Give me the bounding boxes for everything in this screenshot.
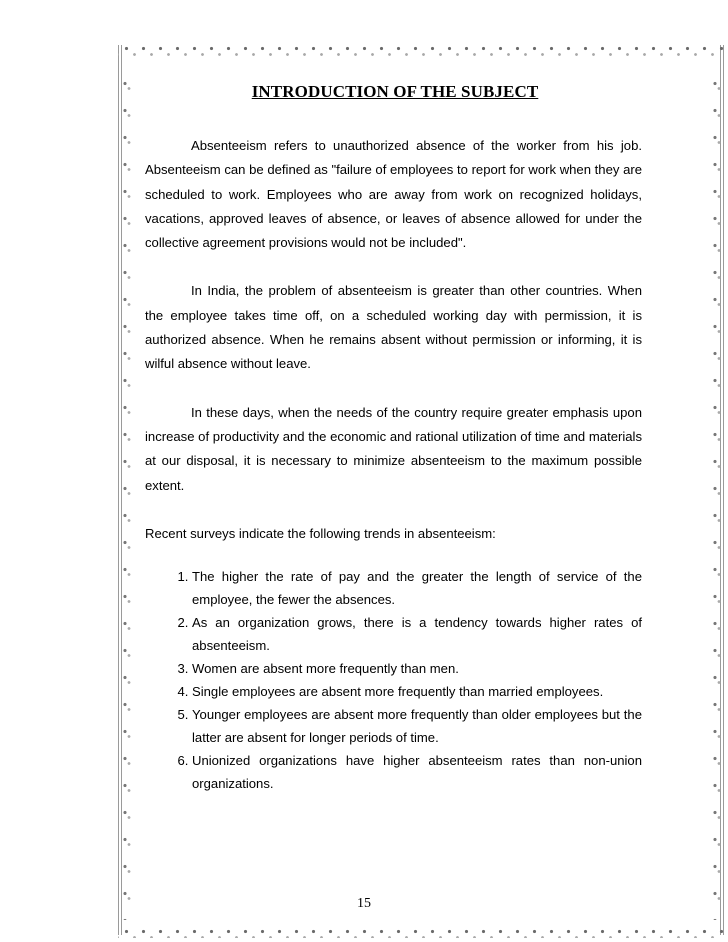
paragraph-definition: Absenteeism refers to unauthorized absence of the worker from his job. Absenteeism can be defined as "failure of employees to report for work when they are scheduled to work. Employees who are away from work on recognized holidays, vacations, approved leaves of absence, or leaves of absence allowed for under the collective agreement provisions would not be included". xyxy=(145,138,642,251)
list-item: 3. Women are absent more frequently than men. xyxy=(192,657,642,680)
list-item: 5. Younger employees are absent more frequently than older employees but the latter are absent for longer periods of time. xyxy=(192,703,642,749)
page-border-right-ornament xyxy=(709,70,721,920)
trends-intro: Recent surveys indicate the following trends in absenteeism: xyxy=(145,525,496,541)
document-body xyxy=(145,134,642,795)
list-item: 1. The higher the rate of pay and the greater the length of service of the employee, the fewer the absences. xyxy=(192,565,642,611)
page-border-bottom-ornament xyxy=(118,928,724,938)
page-border-top-ornament xyxy=(118,45,724,59)
list-item: 4. Single employees are absent more frequently than married employees. xyxy=(192,680,642,703)
list-item: 2. As an organization grows, there is a tendency towards higher rates of absenteeism. xyxy=(192,611,642,657)
page-number: 15 xyxy=(357,896,371,911)
paragraph-productivity: In these days, when the needs of the country require greater emphasis upon increase of productivity and the economic and rational utilization of time and materials at our disposal, it is necessary to minimize absenteeism to the maximum possible extent. xyxy=(145,404,642,493)
page-title: INTRODUCTION OF THE SUBJECT xyxy=(251,82,539,101)
paragraph-india: In India, the problem of absenteeism is greater than other countries. When the employee takes time off, on a scheduled working day with permission, it is authorized absence. When he remains absent without permission or informing, it is wilful absence without leave. xyxy=(145,283,642,372)
page-border-left-ornament xyxy=(119,70,131,920)
trends-list xyxy=(145,565,642,795)
list-item: 6. Unionized organizations have higher absenteeism rates than non-union organizations. xyxy=(192,749,642,795)
